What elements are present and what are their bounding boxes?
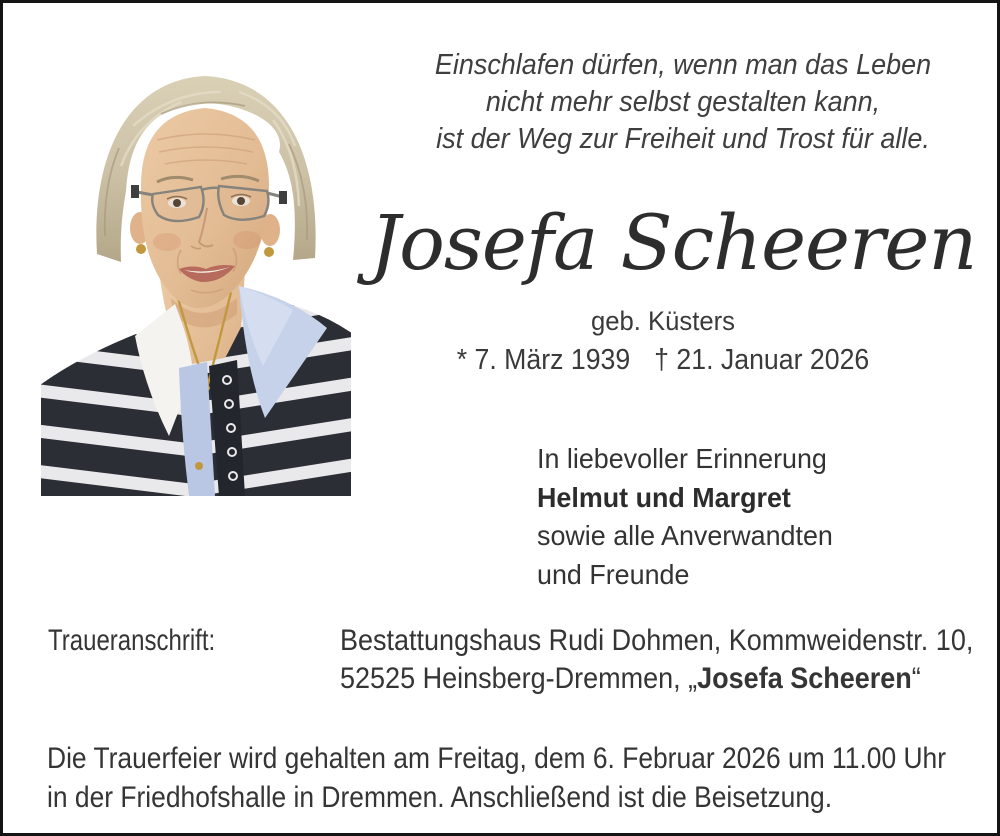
epigraph xyxy=(404,47,962,158)
address-line-2-suffix: “ xyxy=(911,662,921,695)
portrait-photo-svg xyxy=(41,36,351,496)
birth-name: geb. Küsters xyxy=(590,306,736,336)
address-line-2 xyxy=(340,660,973,698)
life-dates xyxy=(378,344,948,377)
service-line-2: in der Friedhofshalle in Dremmen. Anschließend ist die Beisetzung. xyxy=(47,781,833,814)
address-line-1: Bestattungshaus Rudi Dohmen, Kommweidenstr. 10, xyxy=(340,624,974,657)
birth-date: * 7. März 1939 xyxy=(456,344,631,376)
epigraph-line-1: Einschlafen dürfen, wenn man das Leben xyxy=(434,49,932,81)
address-line-2-prefix: 52525 Heinsberg-Dremmen, „ xyxy=(340,662,698,695)
address-label: Traueranschrift: xyxy=(48,624,216,657)
address-block xyxy=(340,622,973,698)
deceased-name: Josefa Scheeren xyxy=(369,198,977,287)
memorial-intro: In liebevoller Erinnerung xyxy=(537,443,827,474)
memorial-line-3: sowie alle Anverwandten xyxy=(537,520,833,551)
epigraph-line-2: nicht mehr selbst gestalten kann, xyxy=(485,86,881,118)
service-line-1: Die Trauerfeier wird gehalten am Freitag, dem 6. Februar 2026 um 11.00 Uhr xyxy=(47,742,947,775)
death-date: † 21. Januar 2026 xyxy=(654,344,870,376)
memorial-line-4: und Freunde xyxy=(537,558,690,590)
mourners-names: Helmut und Margret xyxy=(537,481,791,513)
service-announcement xyxy=(47,739,946,817)
epigraph-line-3: ist der Weg zur Freiheit und Trost für alle. xyxy=(436,123,930,155)
address-line-2-name: Josefa Scheeren xyxy=(697,662,912,695)
memorial-block xyxy=(537,440,940,594)
portrait-photo xyxy=(41,36,351,496)
